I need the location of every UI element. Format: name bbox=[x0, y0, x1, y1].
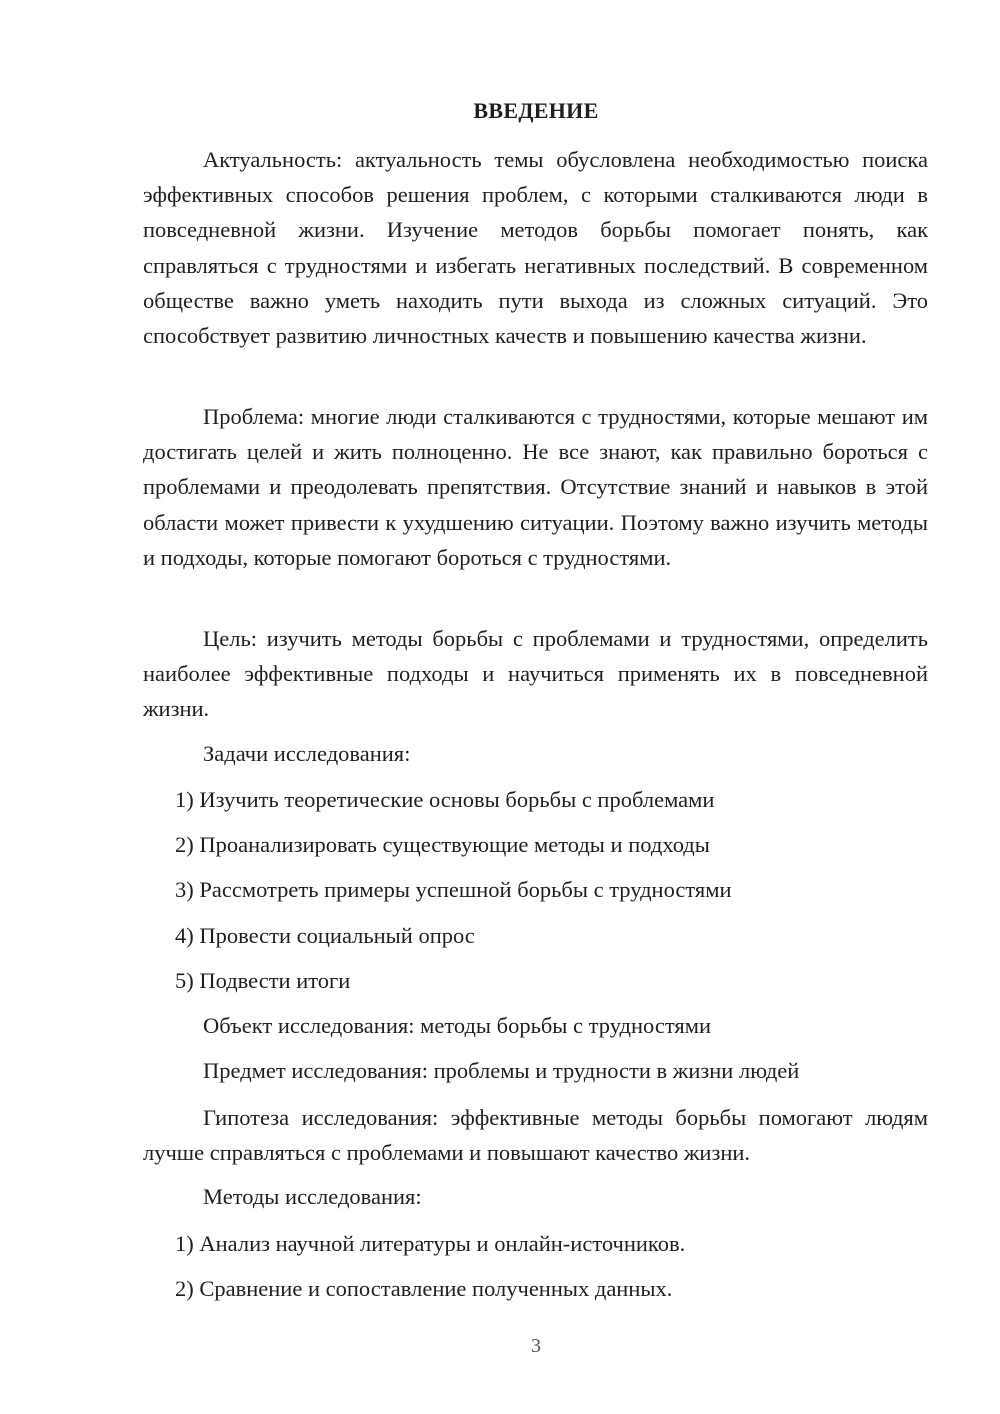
task-item-4: 4) Провести социальный опрос bbox=[175, 923, 475, 948]
task-item-5: 5) Подвести итоги bbox=[175, 968, 351, 993]
tasks-heading: Задачи исследования: bbox=[203, 741, 411, 766]
relevance-paragraph: Актуальность: актуальность темы обусловлена необходимостью поиска эффективных способов решения проблем, с которыми сталкиваются люди в повседневной жизни. Изучение методов борьбы помогает понять, как справляться с трудностями и избегать негативных последствий. В современном обществе важно уметь находить пути выхода из сложных ситуаций. Это способствует развитию личностных качеств и повышению качества жизни. bbox=[143, 147, 928, 349]
method-item-2: 2) Сравнение и сопоставление полученных данных. bbox=[175, 1276, 673, 1301]
task-item-2: 2) Проанализировать существующие методы и подходы bbox=[175, 832, 710, 857]
hypothesis-paragraph: Гипотеза исследования: эффективные методы борьбы помогают людям лучше справляться с проблемами и повышают качество жизни. bbox=[143, 1105, 928, 1166]
page-number: 3 bbox=[531, 1335, 541, 1357]
goal-paragraph-block bbox=[143, 621, 928, 727]
research-object: Объект исследования: методы борьбы с трудностями bbox=[203, 1013, 712, 1038]
problem-paragraph: Проблема: многие люди сталкиваются с трудностями, которые мешают им достигать целей и жить полноценно. Не все знают, как правильно бороться с проблемами и преодолевать препятствия. Отсутствие знаний и навыков в этой области может привести к ухудшению ситуации. Поэтому важно изучить методы и подходы, которые помогают бороться с трудностями. bbox=[143, 404, 928, 570]
problem-paragraph-block bbox=[143, 399, 928, 575]
research-subject: Предмет исследования: проблемы и трудности в жизни людей bbox=[203, 1058, 800, 1083]
hypothesis-paragraph-block bbox=[143, 1100, 928, 1170]
section-title: ВВЕДЕНИЕ bbox=[473, 98, 599, 123]
goal-paragraph: Цель: изучить методы борьбы с проблемами и трудностями, определить наиболее эффективные подходы и научиться применять их в повседневной жизни. bbox=[143, 626, 928, 722]
task-item-1: 1) Изучить теоретические основы борьбы с проблемами bbox=[175, 787, 715, 812]
methods-heading: Методы исследования: bbox=[203, 1184, 422, 1209]
method-item-1: 1) Анализ научной литературы и онлайн-источников. bbox=[175, 1231, 686, 1256]
relevance-paragraph-block bbox=[143, 142, 928, 353]
task-item-3: 3) Рассмотреть примеры успешной борьбы с трудностями bbox=[175, 877, 732, 902]
